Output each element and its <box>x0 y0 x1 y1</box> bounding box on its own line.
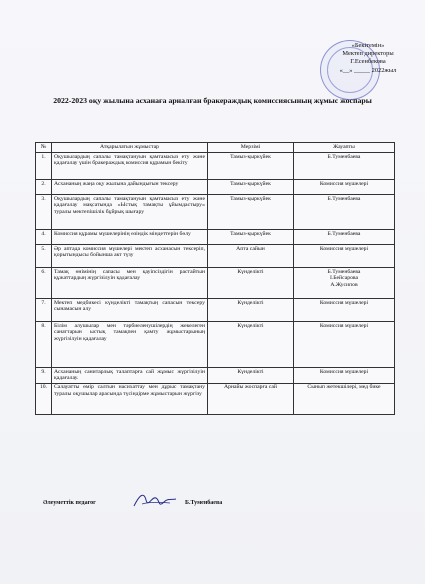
resp-cell: Б.Туменбаева <box>294 153 395 180</box>
table-row <box>36 153 395 180</box>
approval-block <box>318 42 418 75</box>
approval-line-3: Г.Есенбекова <box>350 58 386 66</box>
approval-line-1: «Бекітемін» <box>351 42 385 49</box>
action-cell: Асхананың санитарлық талаптарға сай жұмыс жүргізілуін қадағалау. <box>52 368 208 384</box>
num-cell: 9. <box>36 368 52 384</box>
num-cell: 1. <box>36 153 52 180</box>
num-cell: 2. <box>36 180 52 195</box>
action-cell: Әр аптада комиссия мүшелері мектеп асханасын тексеріп, қорытындысы бойынша акт түзу <box>52 245 208 268</box>
header-term: Мерзімі <box>208 143 294 153</box>
term-cell: Тамыз-қыркүйек <box>208 153 294 180</box>
table-row <box>36 195 395 230</box>
resp-cell: Комиссия мүшелері <box>294 299 395 322</box>
approval-line-2: Мектеп директоры <box>342 50 394 58</box>
table-row <box>36 268 395 299</box>
resp-cell: Комиссия мүшелері <box>294 180 395 195</box>
num-cell: 4. <box>36 230 52 245</box>
table-row <box>36 230 395 245</box>
header-resp: Жауапты <box>294 143 395 153</box>
resp-cell: Б.Туменбаева І.Бейсарова А.Жусипов <box>294 268 395 299</box>
document-title: 2022-2023 оқу жылына асханаға арналған бракераждық комиссиясының жұмыс жоспары <box>53 96 372 105</box>
action-cell: Тамақ өнімінің сапасы мен қауіпсіздігін растайтын құжаттардың жүргізілуін қадағалау <box>52 268 208 299</box>
table-row <box>36 368 395 384</box>
num-cell: 10. <box>36 383 52 414</box>
table-row <box>36 180 395 195</box>
term-cell: Арнайы жоспарға сай <box>208 383 294 414</box>
num-cell: 3. <box>36 195 52 230</box>
signature-image <box>130 490 180 512</box>
action-cell: Білім алушылар мен тәрбиеленушілердің жекелеген санаттарын ыстық тамақпен қамту жұмыстарының жүргізілуін қадағалау <box>52 322 208 368</box>
term-cell: Күнделікті <box>208 268 294 299</box>
resp-cell: Комиссия мүшелері <box>294 368 395 384</box>
table-row <box>36 245 395 268</box>
term-cell: Тамыз-қыркүйек <box>208 230 294 245</box>
term-cell: Апта сайын <box>208 245 294 268</box>
approval-line-4: «__» _____ 2022жыл <box>339 66 397 74</box>
action-cell: Салауатты өмір салтын насихаттау мен дұрыс тамақтану туралы оқушылар арасында түсіндірме жұмыстарын жүргізу <box>52 383 208 414</box>
plan-table <box>35 142 395 415</box>
action-cell: Комиссия құрамы мүшелерінің өзіндік міндеттерін бөлу <box>52 230 208 245</box>
footer-role: Әлеуметтік педагог <box>43 500 96 506</box>
resp-cell: Комиссия мүшелері <box>294 245 395 268</box>
term-cell: Күнделікті <box>208 299 294 322</box>
resp-cell: Б.Туменбаева <box>294 195 395 230</box>
header-num: № <box>36 143 52 153</box>
num-cell: 6. <box>36 268 52 299</box>
action-cell: Оқушылардың сапалы тамақтануын қамтамасыз ету және қадағалау мақсатында «Ыстық тамақты ұйымдастыру» туралы мектепішілік бұйрық шығару <box>52 195 208 230</box>
action-cell: Оқушылардың сапалы тамақтануын қамтамасыз ету және қадағалау үшін бракераждық комиссия құрамын бекіту <box>52 153 208 180</box>
num-cell: 8. <box>36 322 52 368</box>
table-row <box>36 299 395 322</box>
footer-name: Б.Туменбаева <box>185 500 223 506</box>
header-action: Атқарылатын жұмыстар <box>52 143 208 153</box>
table-row <box>36 322 395 368</box>
action-cell: Мектеп медбикесі күнделікті тамақтың сапасын тексеру сынамасын алу <box>52 299 208 322</box>
action-cell: Асхананың жаңа оқу жылына дайындығын тексеру <box>52 180 208 195</box>
num-cell: 7. <box>36 299 52 322</box>
table-row <box>36 383 395 414</box>
term-cell: Тамыз-қыркүйек <box>208 180 294 195</box>
table-header-row <box>36 143 395 153</box>
resp-cell: Б.Туменбаева <box>294 230 395 245</box>
num-cell: 5. <box>36 245 52 268</box>
resp-cell: Сынып жетекшілері, мед бике <box>294 383 395 414</box>
term-cell: Күнделікті <box>208 368 294 384</box>
resp-cell: Комиссия мүшелері <box>294 322 395 368</box>
term-cell: Күнделікті <box>208 322 294 368</box>
term-cell: Тамыз-қыркүйек <box>208 195 294 230</box>
